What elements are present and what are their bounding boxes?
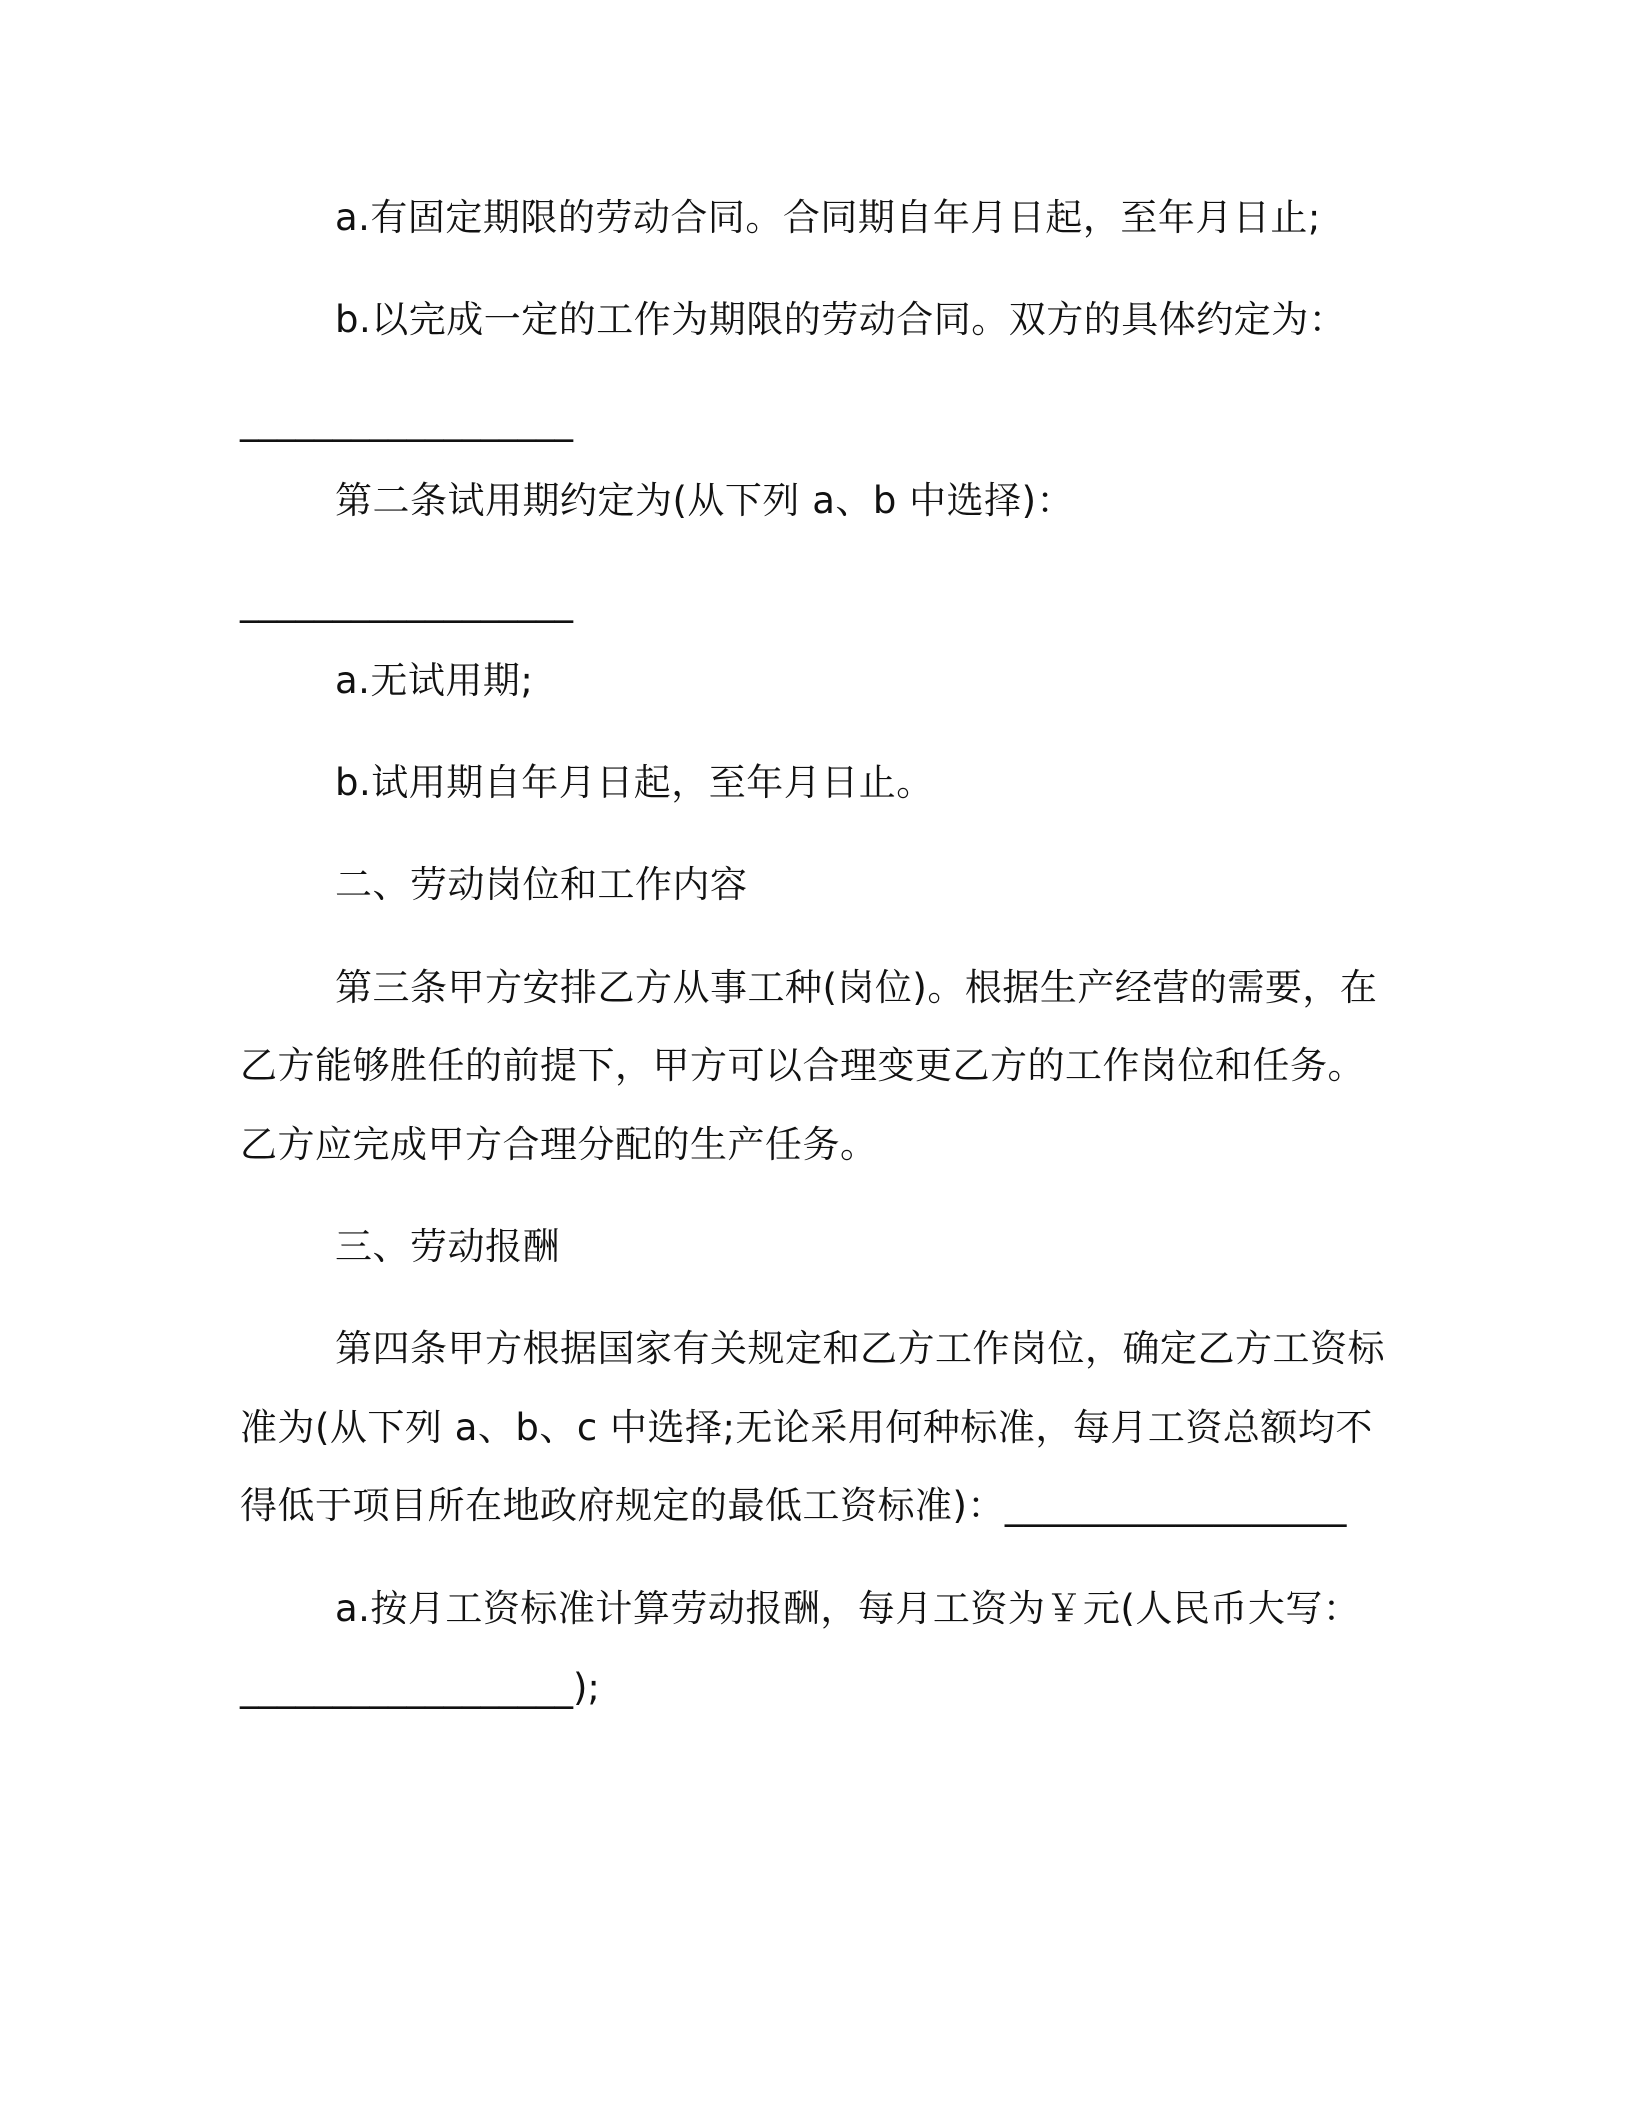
salary-option-a: a.按月工资标准计算劳动报酬，每月工资为￥元(人民币大写：: [335, 1587, 1361, 1630]
blank-line-amount: __________________);: [240, 1666, 600, 1709]
blank-line: __________________: [240, 580, 573, 623]
section-heading-3: 三、劳动报酬: [335, 1225, 560, 1268]
article-3-line-1: 第三条甲方安排乙方从事工种(岗位)。根据生产经营的需要，在: [335, 966, 1378, 1009]
probation-option-b: b.试用期自年月日起，至年月日止。: [335, 761, 934, 804]
probation-option-a: a.无试用期;: [335, 659, 534, 702]
term-option-a: a.有固定期限的劳动合同。合同期自年月日起，至年月日止;: [335, 196, 1321, 239]
article-4-line-2: 准为(从下列 a、b、c 中选择;无论采用何种标准，每月工资总额均不: [240, 1406, 1373, 1449]
term-option-b: b.以完成一定的工作为期限的劳动合同。双方的具体约定为：: [335, 298, 1347, 341]
section-heading-2: 二、劳动岗位和工作内容: [335, 863, 748, 906]
blank-line: __________________: [240, 399, 573, 442]
article-4-line-3: 得低于项目所在地政府规定的最低工资标准)：__________________: [240, 1484, 1347, 1527]
article-4-line-1: 第四条甲方根据国家有关规定和乙方工作岗位，确定乙方工资标: [335, 1327, 1385, 1370]
article-3-line-3: 乙方应完成甲方合理分配的生产任务。: [240, 1123, 878, 1166]
article-3-line-2: 乙方能够胜任的前提下，甲方可以合理变更乙方的工作岗位和任务。: [240, 1044, 1365, 1087]
article-2: 第二条试用期约定为(从下列 a、b 中选择)：: [335, 479, 1075, 522]
